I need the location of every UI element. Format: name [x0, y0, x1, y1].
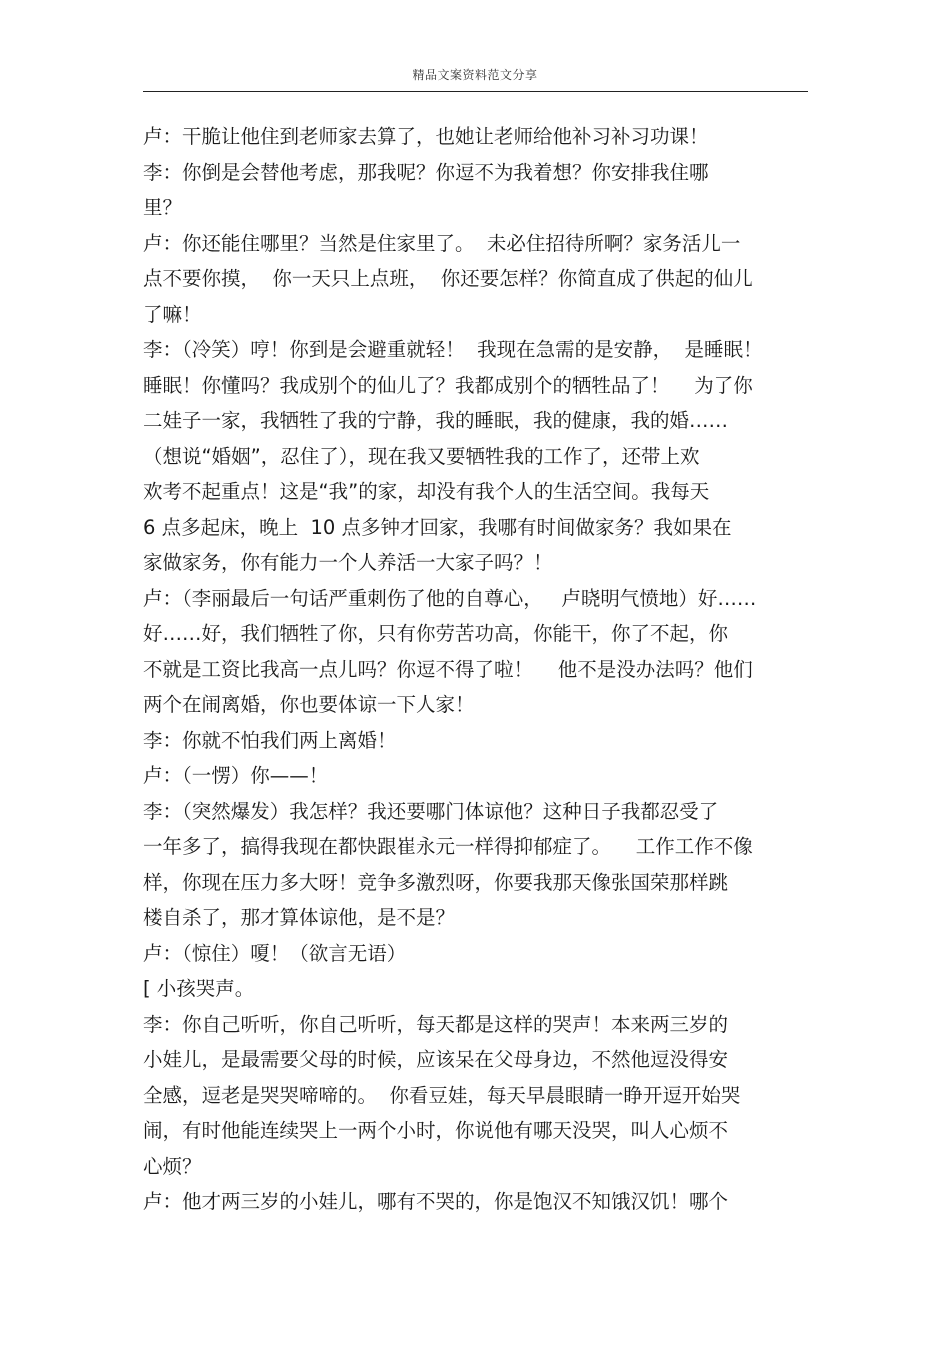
text-line: 6 点多起床，晚上 10 点多钟才回家，我哪有时间做家务？我如果在	[143, 515, 732, 539]
text-line: 楼自杀了，那才算体谅他，是不是？	[143, 906, 456, 929]
text-line: 卢：（惊住）嗄！（欲言无语）	[143, 941, 407, 965]
script-body	[143, 119, 808, 1220]
text-line: 睡眠！你懂吗？我成别个的仙儿了？我都成别个的牺牲品了！ 为了你	[143, 373, 753, 397]
page-header: 精品文案资料范文分享	[412, 68, 538, 82]
text-line: 不就是工资比我高一点儿吗？你逗不得了啦！ 他不是没办法吗？他们	[143, 657, 753, 681]
text-line: 李：你就不怕我们两上离婚！	[143, 728, 397, 752]
text-line: 家做家务，你有能力一个人养活一大家子吗？！	[143, 551, 553, 574]
text-line: 样，你现在压力多大呀！竞争多激烈呀，你要我那天像张国荣那样跳	[143, 870, 729, 894]
text-line: 点不要你摸， 你一天只上点班， 你还要怎样？你简直成了供起的仙儿	[143, 267, 753, 290]
text-line: 卢：干脆让他住到老师家去算了，也她让老师给他补习补习功课！	[143, 125, 709, 148]
text-line: 李：你倒是会替他考虑，那我呢？你逗不为我着想？你安排我住哪	[143, 160, 709, 184]
text-line: 卢：（李丽最后一句话严重刺伤了他的自尊心， 卢晓明气愤地）好……	[143, 586, 757, 610]
text-line: 闹，有时他能连续哭上一两个小时，你说他有哪天没哭，叫人心烦不	[143, 1119, 729, 1142]
text-line: 小娃儿，是最需要父母的时候，应该呆在父母身边，不然他逗没得安	[143, 1048, 729, 1071]
text-line: 欢考不起重点！这是“我”的家，却没有我个人的生活空间。我每天	[143, 480, 710, 503]
text-line: 卢：他才两三岁的小娃儿，哪有不哭的，你是饱汉不知饿汉饥！哪个	[143, 1190, 729, 1213]
text-line: 了嘛！	[143, 302, 202, 326]
text-line: 李：你自己听听，你自己听听，每天都是这样的哭声！本来两三岁的	[143, 1012, 729, 1036]
text-line: 卢：你还能住哪里？当然是住家里了。 未必住招待所啊？家务活儿一	[143, 231, 741, 255]
header-divider	[143, 91, 808, 92]
text-line: 全感，逗老是哭哭啼啼的。 你看豆娃，每天早晨眼睛一睁开逗开始哭	[143, 1083, 741, 1107]
text-line: 好……好，我们牺牲了你，只有你劳苦功高，你能干，你了不起，你	[143, 622, 729, 645]
text-line: 里？	[143, 196, 183, 219]
text-line: 李：（冷笑）哼！你到是会避重就轻！ 我现在急需的是安静， 是睡眠！	[143, 338, 763, 361]
text-line: 心烦？	[143, 1154, 202, 1178]
text-line: 卢：（一愣）你——！	[143, 764, 329, 787]
text-line: （想说“婚姻”，忍住了），现在我又要牺牲我的工作了，还带上欢	[143, 444, 700, 468]
text-line: [ 小孩哭声。	[143, 977, 255, 1000]
text-line: 两个在闹离婚，你也要体谅一下人家！	[143, 693, 475, 716]
text-line: 一年多了，搞得我现在都快跟崔永元一样得抑郁症了。 工作工作不像	[143, 835, 753, 858]
text-line: 二娃子一家，我牺牲了我的宁静，我的睡眠，我的健康，我的婚……	[143, 409, 729, 432]
text-line: 李：（突然爆发）我怎样？我还要哪门体谅他？这种日子我都忍受了	[143, 799, 719, 823]
